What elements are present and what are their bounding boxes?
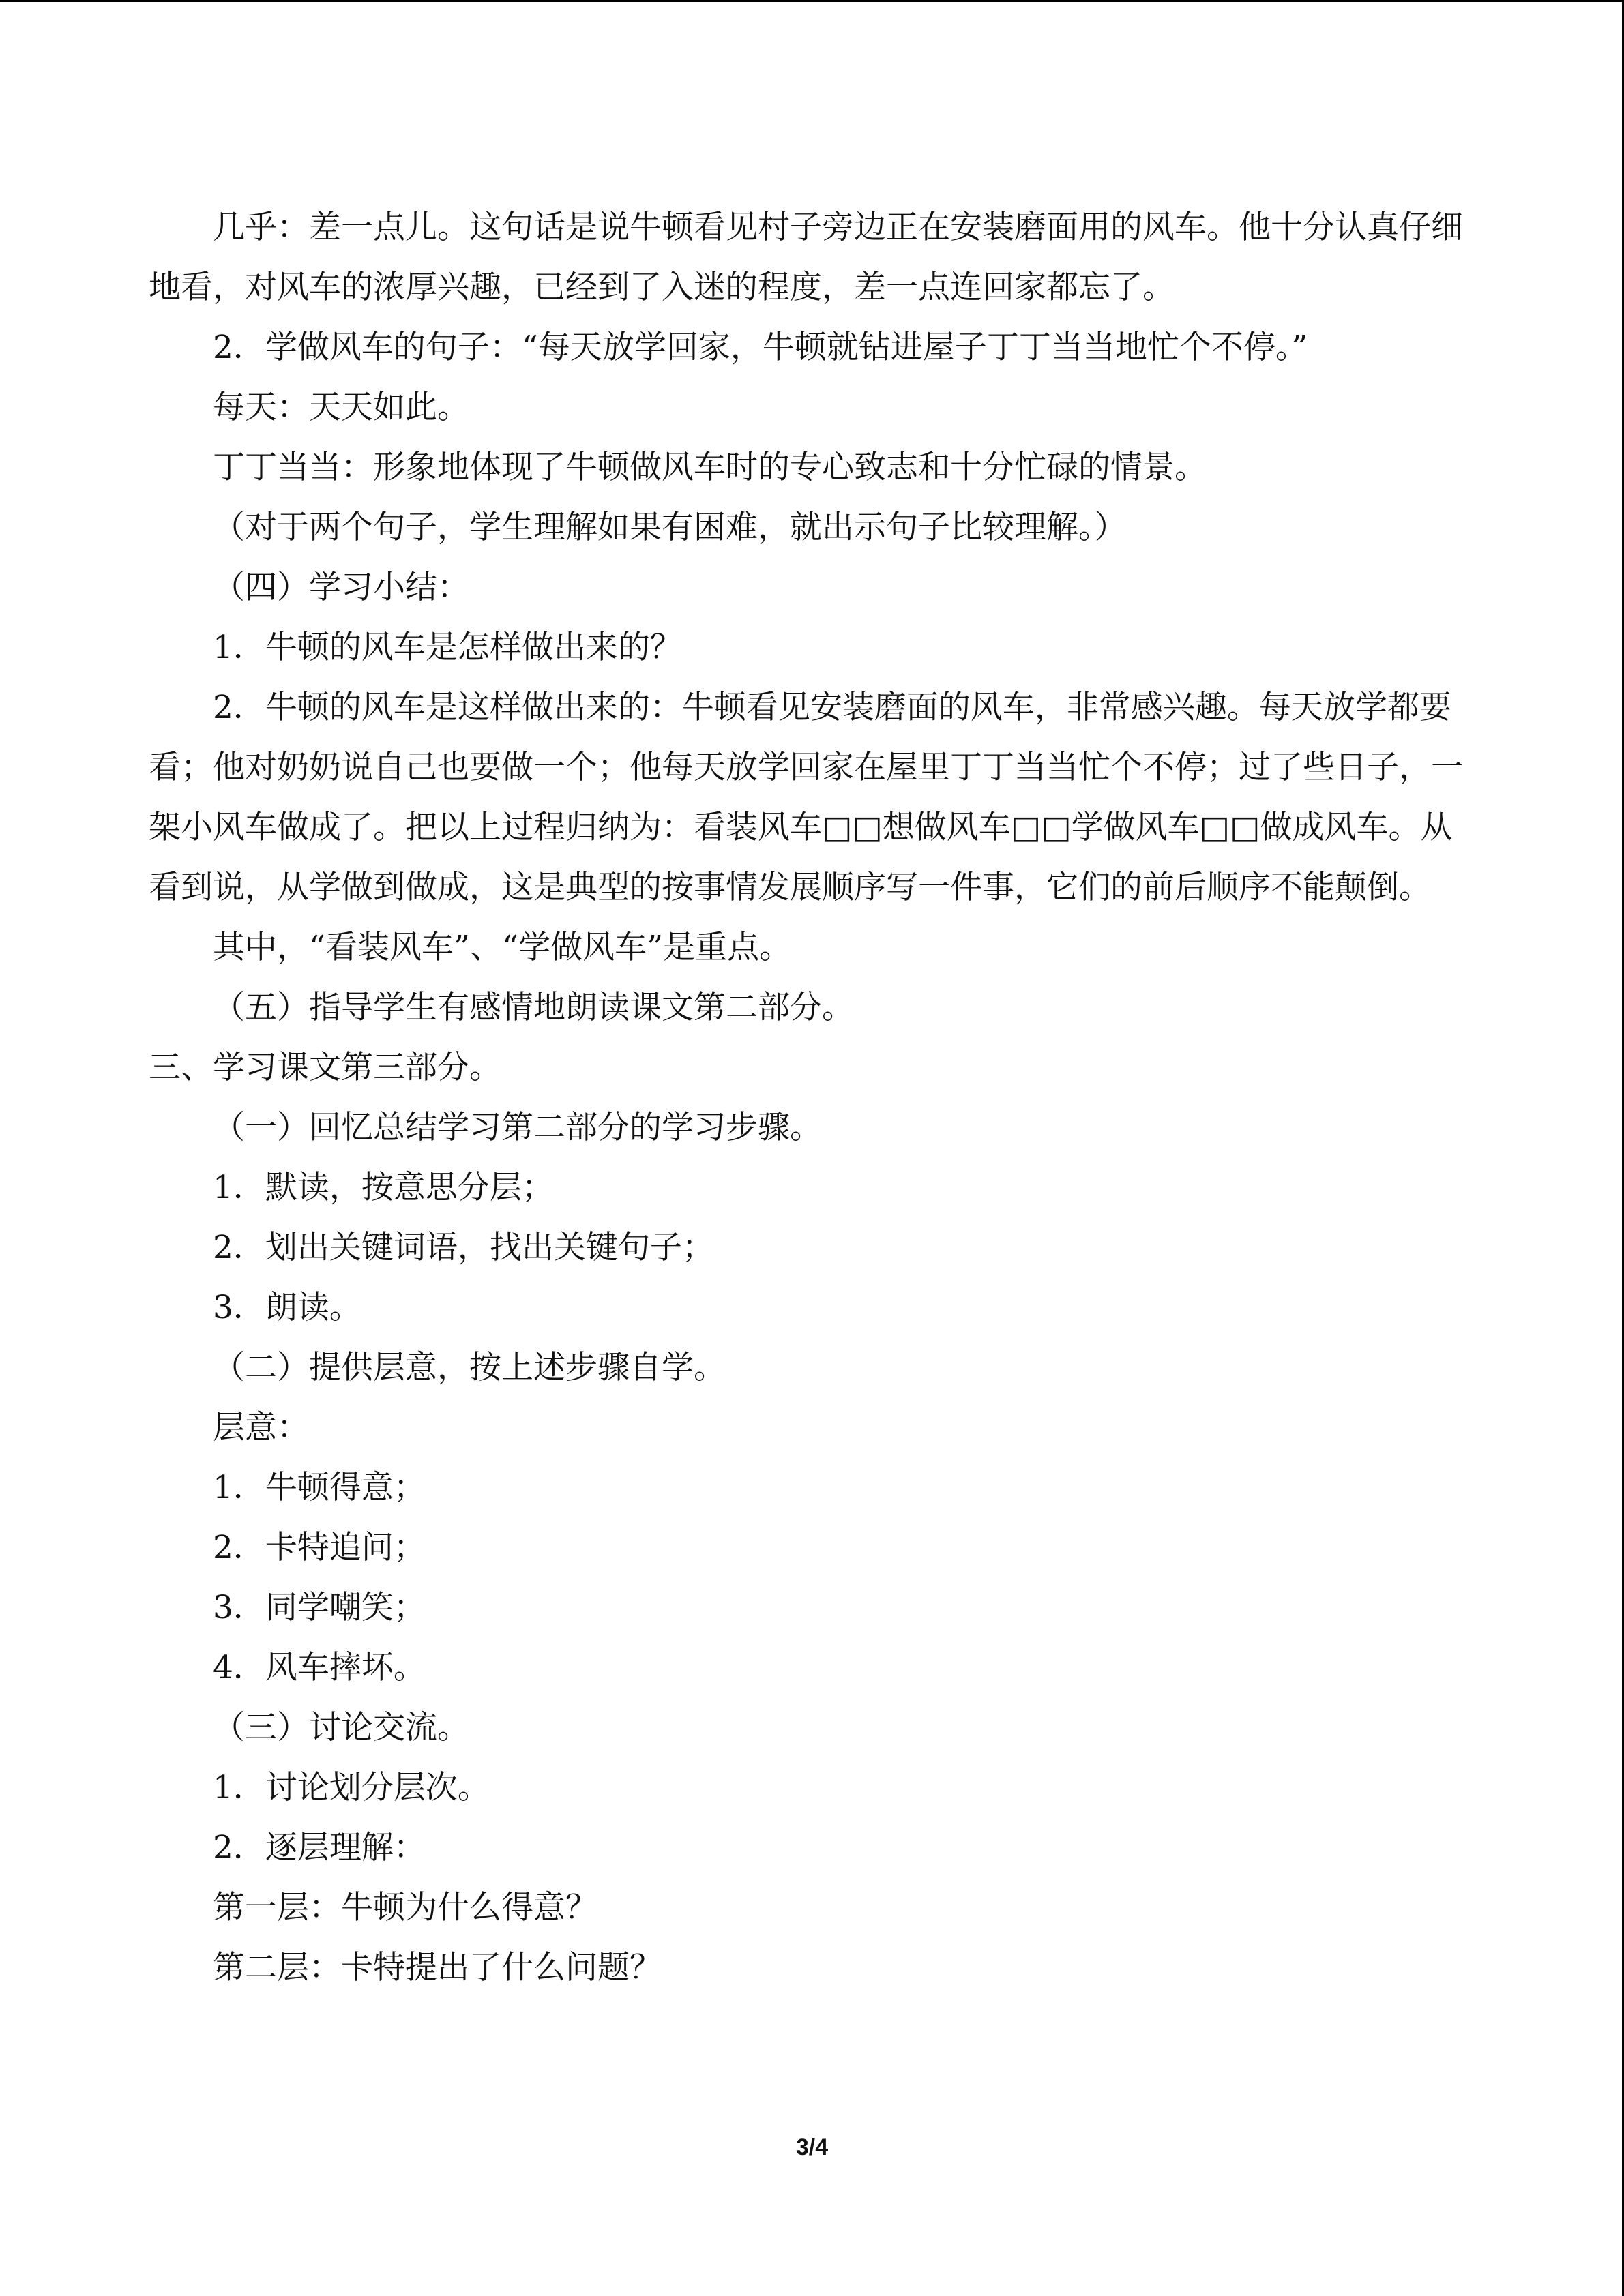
paragraph-meitian: 每天：天天如此。	[213, 389, 469, 426]
paragraph-layer-two-question: 第二层：卡特提出了什么问题？	[213, 1949, 662, 1986]
heading-read-aloud: （五）指导学生有感情地朗读课文第二部分。	[213, 989, 854, 1026]
heading-review-steps: （一）回忆总结学习第二部分的学习步骤。	[213, 1109, 822, 1146]
list-item-summary-1: 1．牛顿的风车是怎样做出来的？	[213, 629, 682, 666]
paragraph-note: （对于两个句子，学生理解如果有困难，就出示句子比较理解。）	[213, 509, 1127, 546]
document-body	[149, 198, 1479, 1998]
list-item-layer-1: 1．牛顿得意；	[213, 1469, 426, 1506]
list-item-discussion-2: 2．逐层理解：	[213, 1829, 426, 1866]
page-number: 3/4	[795, 2134, 829, 2160]
list-item-summary-2: 2．牛顿的风车是这样做出来的：牛顿看见安装磨面的风车，非常感兴趣。每天放学都要看；他对奶奶说自己也要做一个；他每天放学回家在屋里丁丁当当忙个不停；过了些日子，一架小风车做成了。把以上过程归纳为：看装风车□□想做风车□□学做风车□□做成风车。从看到说，从学做到做成，这是典型的按事情发展顺序写一件事，它们的前后顺序不能颠倒。	[149, 689, 1463, 906]
paragraph-dingdingdangdang: 丁丁当当：形象地体现了牛顿做风车时的专心致志和十分忙碌的情景。	[213, 449, 1207, 486]
list-item-layer-2: 2．卡特追问；	[213, 1529, 426, 1566]
list-item-layer-3: 3．同学嘲笑；	[213, 1589, 426, 1626]
section-heading-part-three: 三、学习课文第三部分。	[149, 1049, 501, 1086]
paragraph-key-points: 其中，“看装风车”、“学做风车”是重点。	[213, 929, 792, 966]
paragraph-xuezuo-sentence: 2．学做风车的句子：“每天放学回家，牛顿就钻进屋子丁丁当当地忙个不停。”	[213, 329, 1308, 366]
page-border-top	[0, 0, 1624, 2]
heading-summary: （四）学习小结：	[213, 569, 469, 606]
paragraph-jihu: 几乎：差一点儿。这句话是说牛顿看见村子旁边正在安装磨面用的风车。他十分认真仔细地看，对风车的浓厚兴趣，已经到了入迷的程度，差一点连回家都忘了。	[149, 209, 1463, 306]
list-item-step-1: 1．默读，按意思分层；	[213, 1169, 554, 1206]
list-item-step-2: 2．划出关键词语，找出关键句子；	[213, 1229, 714, 1266]
heading-discussion: （三）讨论交流。	[213, 1709, 469, 1746]
heading-self-study: （二）提供层意，按上述步骤自学。	[213, 1349, 726, 1386]
label-cengyi: 层意：	[213, 1409, 309, 1446]
list-item-discussion-1: 1．讨论划分层次。	[213, 1769, 490, 1806]
list-item-step-3: 3．朗读。	[213, 1289, 361, 1326]
paragraph-layer-one-question: 第一层：牛顿为什么得意？	[213, 1889, 597, 1926]
list-item-layer-4: 4．风车摔坏。	[213, 1649, 426, 1686]
